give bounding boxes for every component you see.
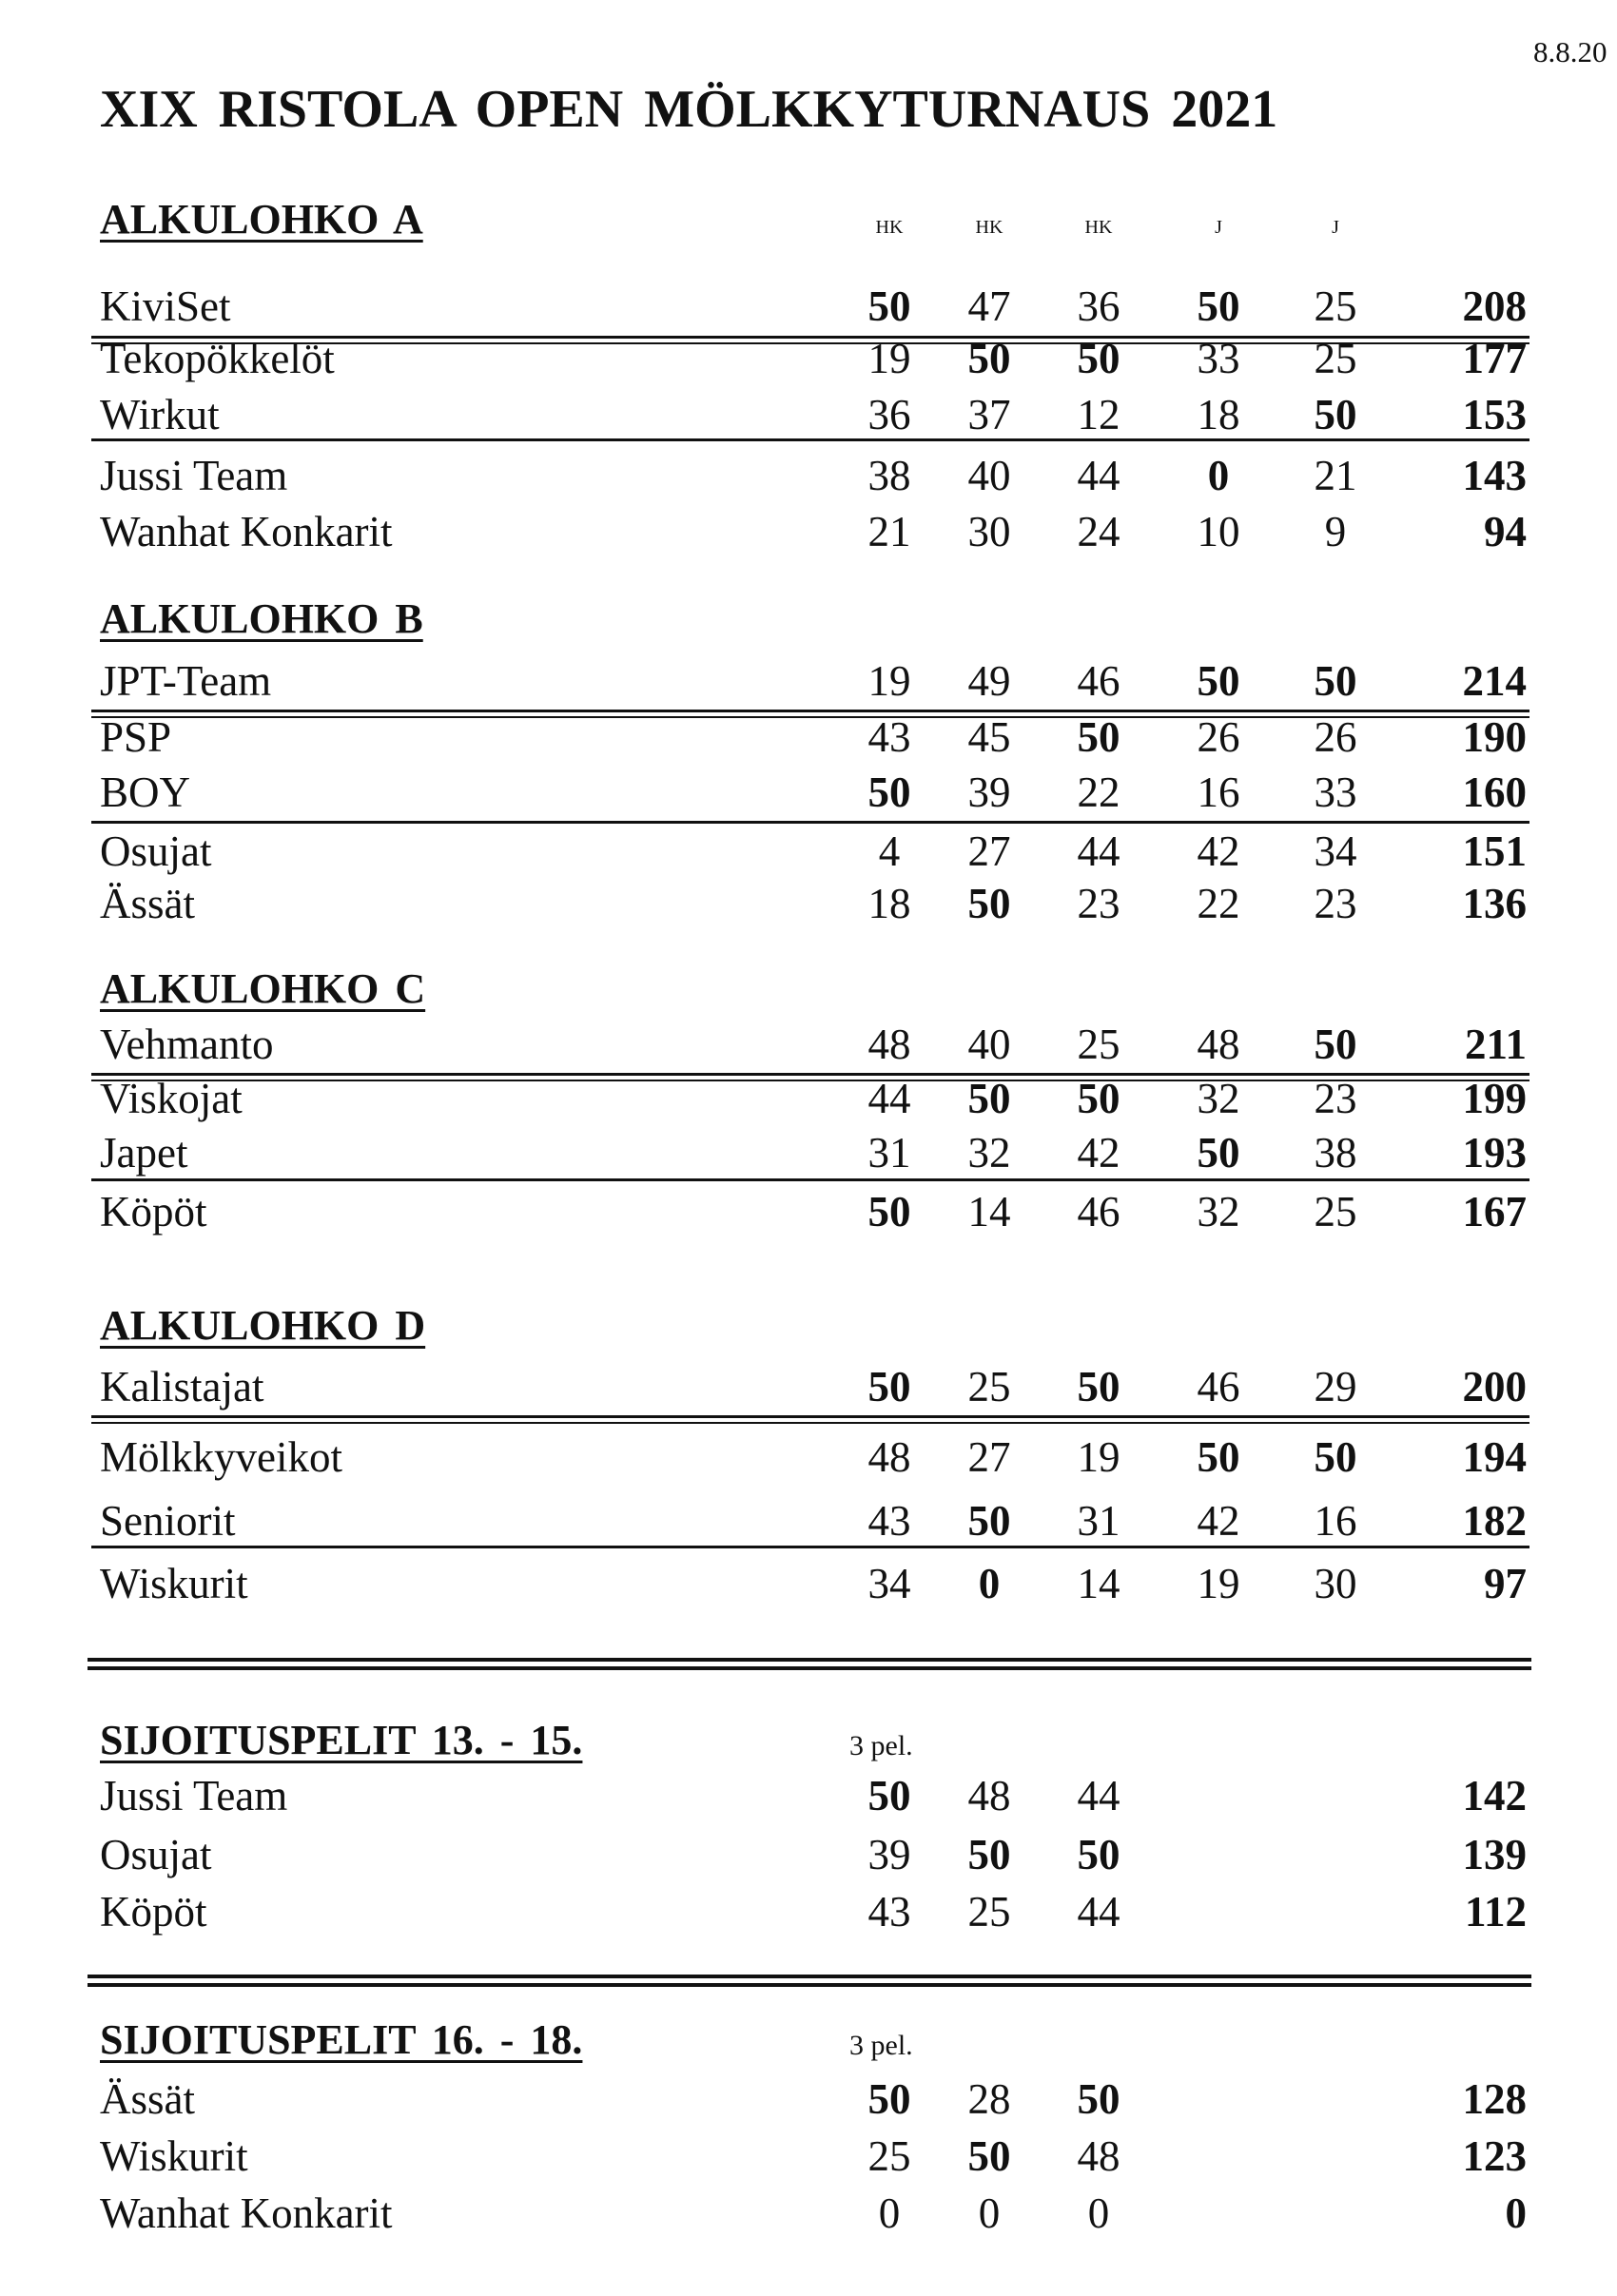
- score-cell: 42: [1197, 1497, 1240, 1545]
- score-cell: 44: [867, 1075, 911, 1122]
- total-score: 143: [1462, 452, 1527, 499]
- team-row: [0, 1828, 1617, 1881]
- score-cell: 4: [878, 827, 901, 875]
- score-cell: 25: [1314, 1188, 1357, 1236]
- team-row: [0, 710, 1617, 764]
- score-cell: 49: [967, 657, 1011, 705]
- score-cell: 50: [967, 1075, 1011, 1122]
- score-cell: 19: [867, 335, 911, 382]
- team-name: Köpöt: [100, 1888, 207, 1936]
- total-score: 123: [1462, 2132, 1527, 2180]
- score-cell: 30: [967, 508, 1011, 555]
- team-name: Mölkkyveikot: [100, 1433, 342, 1481]
- team-row: [0, 505, 1617, 558]
- team-name: KiviSet: [100, 282, 231, 330]
- team-row: [0, 2130, 1617, 2183]
- total-score: 194: [1462, 1433, 1527, 1481]
- score-cell: 50: [967, 1831, 1011, 1878]
- team-row: [0, 1185, 1617, 1238]
- score-cell: 46: [1197, 1363, 1240, 1411]
- double-divider: [91, 710, 1529, 718]
- score-cell: 40: [967, 1021, 1011, 1068]
- team-row: [0, 1494, 1617, 1547]
- score-cell: 19: [1077, 1433, 1120, 1481]
- score-cell: 48: [867, 1021, 911, 1068]
- score-cell: 14: [1077, 1560, 1120, 1607]
- score-cell: 21: [1314, 452, 1357, 499]
- score-cell: 42: [1077, 1129, 1120, 1177]
- score-cell: 26: [1314, 713, 1357, 761]
- team-row: [0, 280, 1617, 333]
- score-cell: 27: [967, 1433, 1011, 1481]
- score-cell: 12: [1077, 391, 1120, 438]
- score-cell: 0: [978, 2189, 1001, 2237]
- score-cell: 25: [1314, 282, 1357, 330]
- double-divider: [91, 1073, 1529, 1081]
- divider: [91, 438, 1529, 441]
- column-header: HK: [875, 217, 904, 238]
- score-cell: 37: [967, 391, 1011, 438]
- score-cell: 43: [867, 1888, 911, 1936]
- score-cell: 28: [967, 2075, 1011, 2123]
- score-cell: 44: [1077, 452, 1120, 499]
- score-cell: 27: [967, 827, 1011, 875]
- score-cell: 50: [1077, 1831, 1120, 1878]
- score-cell: 19: [1197, 1560, 1240, 1607]
- score-cell: 38: [1314, 1129, 1357, 1177]
- score-cell: 50: [1314, 1433, 1357, 1481]
- team-row: [0, 654, 1617, 708]
- column-header: HK: [975, 217, 1003, 238]
- score-cell: 30: [1314, 1560, 1357, 1607]
- total-score: 136: [1462, 880, 1527, 927]
- score-cell: 32: [1197, 1188, 1240, 1236]
- double-divider: [91, 336, 1529, 344]
- score-cell: 43: [867, 1497, 911, 1545]
- score-cell: 33: [1197, 335, 1240, 382]
- score-cell: 48: [967, 1772, 1011, 1819]
- score-cell: 50: [967, 2132, 1011, 2180]
- score-cell: 14: [967, 1188, 1011, 1236]
- score-cell: 18: [867, 880, 911, 927]
- score-cell: 38: [867, 452, 911, 499]
- group-heading: SIJOITUSPELIT 16. - 18.: [100, 2016, 583, 2063]
- score-cell: 0: [1207, 452, 1230, 499]
- date-container: [1533, 32, 1617, 72]
- team-name: Wanhat Konkarit: [100, 508, 393, 555]
- score-cell: 50: [867, 1188, 911, 1236]
- score-cell: 23: [1314, 880, 1357, 927]
- score-cell: 50: [1077, 335, 1120, 382]
- team-row: [0, 1360, 1617, 1413]
- score-cell: 48: [1077, 2132, 1120, 2180]
- score-cell: 50: [1197, 1129, 1240, 1177]
- team-name: Japet: [100, 1129, 188, 1177]
- group-heading: ALKULOHKO C: [100, 965, 426, 1012]
- score-cell: 0: [978, 1560, 1001, 1607]
- score-cell: 0: [1087, 2189, 1110, 2237]
- team-name: BOY: [100, 769, 191, 816]
- total-score: 142: [1462, 1772, 1527, 1819]
- score-cell: 50: [867, 1772, 911, 1819]
- score-cell: 50: [867, 2075, 911, 2123]
- divider: [91, 1546, 1529, 1548]
- score-cell: 48: [1197, 1021, 1240, 1068]
- team-name: PSP: [100, 713, 172, 761]
- score-cell: 39: [967, 769, 1011, 816]
- score-cell: 50: [867, 769, 911, 816]
- score-cell: 0: [878, 2189, 901, 2237]
- group-heading: SIJOITUSPELIT 13. - 15.: [100, 1717, 583, 1763]
- team-row: [0, 2187, 1617, 2240]
- score-cell: 46: [1077, 657, 1120, 705]
- score-cell: 25: [1077, 1021, 1120, 1068]
- section-separator: [88, 1658, 1531, 1670]
- group-heading: ALKULOHKO A: [100, 196, 423, 243]
- section-separator: [88, 1975, 1531, 1987]
- team-name: Vehmanto: [100, 1021, 274, 1068]
- team-name: Ässät: [100, 2075, 195, 2123]
- team-row: [0, 877, 1617, 930]
- total-score: 211: [1464, 1021, 1527, 1068]
- total-score: 177: [1462, 335, 1527, 382]
- score-cell: 32: [1197, 1075, 1240, 1122]
- score-cell: 50: [1314, 657, 1357, 705]
- score-cell: 50: [1197, 1433, 1240, 1481]
- team-row: [0, 1018, 1617, 1071]
- page-title: XIX RISTOLA OPEN MÖLKKYTURNAUS 2021: [100, 80, 1278, 139]
- total-score: 128: [1462, 2075, 1527, 2123]
- score-cell: 50: [867, 282, 911, 330]
- team-row: [0, 1126, 1617, 1179]
- total-score: 200: [1462, 1363, 1527, 1411]
- team-name: Wiskurit: [100, 2132, 248, 2180]
- date: 8.8.20: [1533, 35, 1607, 68]
- total-score: 112: [1464, 1888, 1527, 1936]
- team-row: [0, 449, 1617, 502]
- total-score: 193: [1462, 1129, 1527, 1177]
- double-divider: [91, 1415, 1529, 1424]
- team-row: [0, 1430, 1617, 1484]
- team-row: [0, 825, 1617, 878]
- team-name: Jussi Team: [100, 1772, 288, 1819]
- team-name: Wiskurit: [100, 1560, 248, 1607]
- score-cell: 40: [967, 452, 1011, 499]
- score-cell: 19: [867, 657, 911, 705]
- divider: [91, 821, 1529, 824]
- score-cell: 23: [1314, 1075, 1357, 1122]
- score-cell: 23: [1077, 880, 1120, 927]
- score-cell: 42: [1197, 827, 1240, 875]
- score-cell: 34: [867, 1560, 911, 1607]
- total-score: 208: [1462, 282, 1527, 330]
- score-cell: 25: [1314, 335, 1357, 382]
- total-score: 94: [1484, 508, 1527, 555]
- score-cell: 48: [867, 1433, 911, 1481]
- team-name: JPT-Team: [100, 657, 272, 705]
- column-header: J: [1332, 217, 1339, 238]
- total-score: 182: [1462, 1497, 1527, 1545]
- divider: [91, 1178, 1529, 1181]
- score-cell: 26: [1197, 713, 1240, 761]
- team-name: Seniorit: [100, 1497, 236, 1545]
- team-name: Köpöt: [100, 1188, 207, 1236]
- team-row: [0, 2072, 1617, 2126]
- total-score: 190: [1462, 713, 1527, 761]
- team-name: Wanhat Konkarit: [100, 2189, 393, 2237]
- score-cell: 46: [1077, 1188, 1120, 1236]
- score-cell: 50: [1077, 2075, 1120, 2123]
- score-cell: 33: [1314, 769, 1357, 816]
- column-header: HK: [1084, 217, 1113, 238]
- team-name: Viskojat: [100, 1075, 243, 1122]
- score-cell: 50: [967, 335, 1011, 382]
- group-heading: ALKULOHKO B: [100, 595, 423, 642]
- team-name: Ässät: [100, 880, 195, 927]
- total-score: 139: [1462, 1831, 1527, 1878]
- score-cell: 22: [1077, 769, 1120, 816]
- score-cell: 9: [1324, 508, 1347, 555]
- score-cell: 16: [1197, 769, 1240, 816]
- team-name: Osujat: [100, 1831, 212, 1878]
- total-score: 153: [1462, 391, 1527, 438]
- team-name: Wirkut: [100, 391, 220, 438]
- total-score: 160: [1462, 769, 1527, 816]
- score-cell: 44: [1077, 1888, 1120, 1936]
- total-score: 151: [1462, 827, 1527, 875]
- group-heading: ALKULOHKO D: [100, 1302, 426, 1349]
- score-cell: 10: [1197, 508, 1240, 555]
- score-cell: 25: [967, 1363, 1011, 1411]
- score-cell: 36: [1077, 282, 1120, 330]
- score-cell: 50: [967, 1497, 1011, 1545]
- score-cell: 45: [967, 713, 1011, 761]
- score-cell: 24: [1077, 508, 1120, 555]
- score-cell: 32: [967, 1129, 1011, 1177]
- games-count-note: 3 pel.: [849, 1730, 913, 1761]
- team-name: Osujat: [100, 827, 212, 875]
- team-row: [0, 1557, 1617, 1610]
- total-score: 167: [1462, 1188, 1527, 1236]
- score-cell: 39: [867, 1831, 911, 1878]
- score-cell: 50: [1077, 1363, 1120, 1411]
- team-row: [0, 1885, 1617, 1938]
- score-cell: 31: [867, 1129, 911, 1177]
- score-cell: 43: [867, 713, 911, 761]
- score-cell: 44: [1077, 827, 1120, 875]
- games-count-note: 3 pel.: [849, 2030, 913, 2061]
- team-name: Tekopökkelöt: [100, 335, 335, 382]
- score-cell: 31: [1077, 1497, 1120, 1545]
- score-cell: 47: [967, 282, 1011, 330]
- score-cell: 21: [867, 508, 911, 555]
- total-score: 214: [1462, 657, 1527, 705]
- team-name: Kalistajat: [100, 1363, 264, 1411]
- score-cell: 50: [967, 880, 1011, 927]
- column-header: J: [1215, 217, 1222, 238]
- team-row: [0, 766, 1617, 819]
- score-cell: 44: [1077, 1772, 1120, 1819]
- score-cell: 50: [1197, 657, 1240, 705]
- team-row: [0, 1769, 1617, 1822]
- score-cell: 50: [1197, 282, 1240, 330]
- total-score: 199: [1462, 1075, 1527, 1122]
- score-cell: 25: [967, 1888, 1011, 1936]
- team-row: [0, 388, 1617, 441]
- total-score: 0: [1505, 2189, 1527, 2237]
- score-cell: 18: [1197, 391, 1240, 438]
- score-cell: 50: [1077, 1075, 1120, 1122]
- team-name: Jussi Team: [100, 452, 288, 499]
- score-cell: 34: [1314, 827, 1357, 875]
- score-cell: 50: [1314, 1021, 1357, 1068]
- score-cell: 50: [1314, 391, 1357, 438]
- score-cell: 50: [1077, 713, 1120, 761]
- score-cell: 22: [1197, 880, 1240, 927]
- total-score: 97: [1484, 1560, 1527, 1607]
- score-cell: 29: [1314, 1363, 1357, 1411]
- score-cell: 16: [1314, 1497, 1357, 1545]
- score-cell: 36: [867, 391, 911, 438]
- score-cell: 25: [867, 2132, 911, 2180]
- score-cell: 50: [867, 1363, 911, 1411]
